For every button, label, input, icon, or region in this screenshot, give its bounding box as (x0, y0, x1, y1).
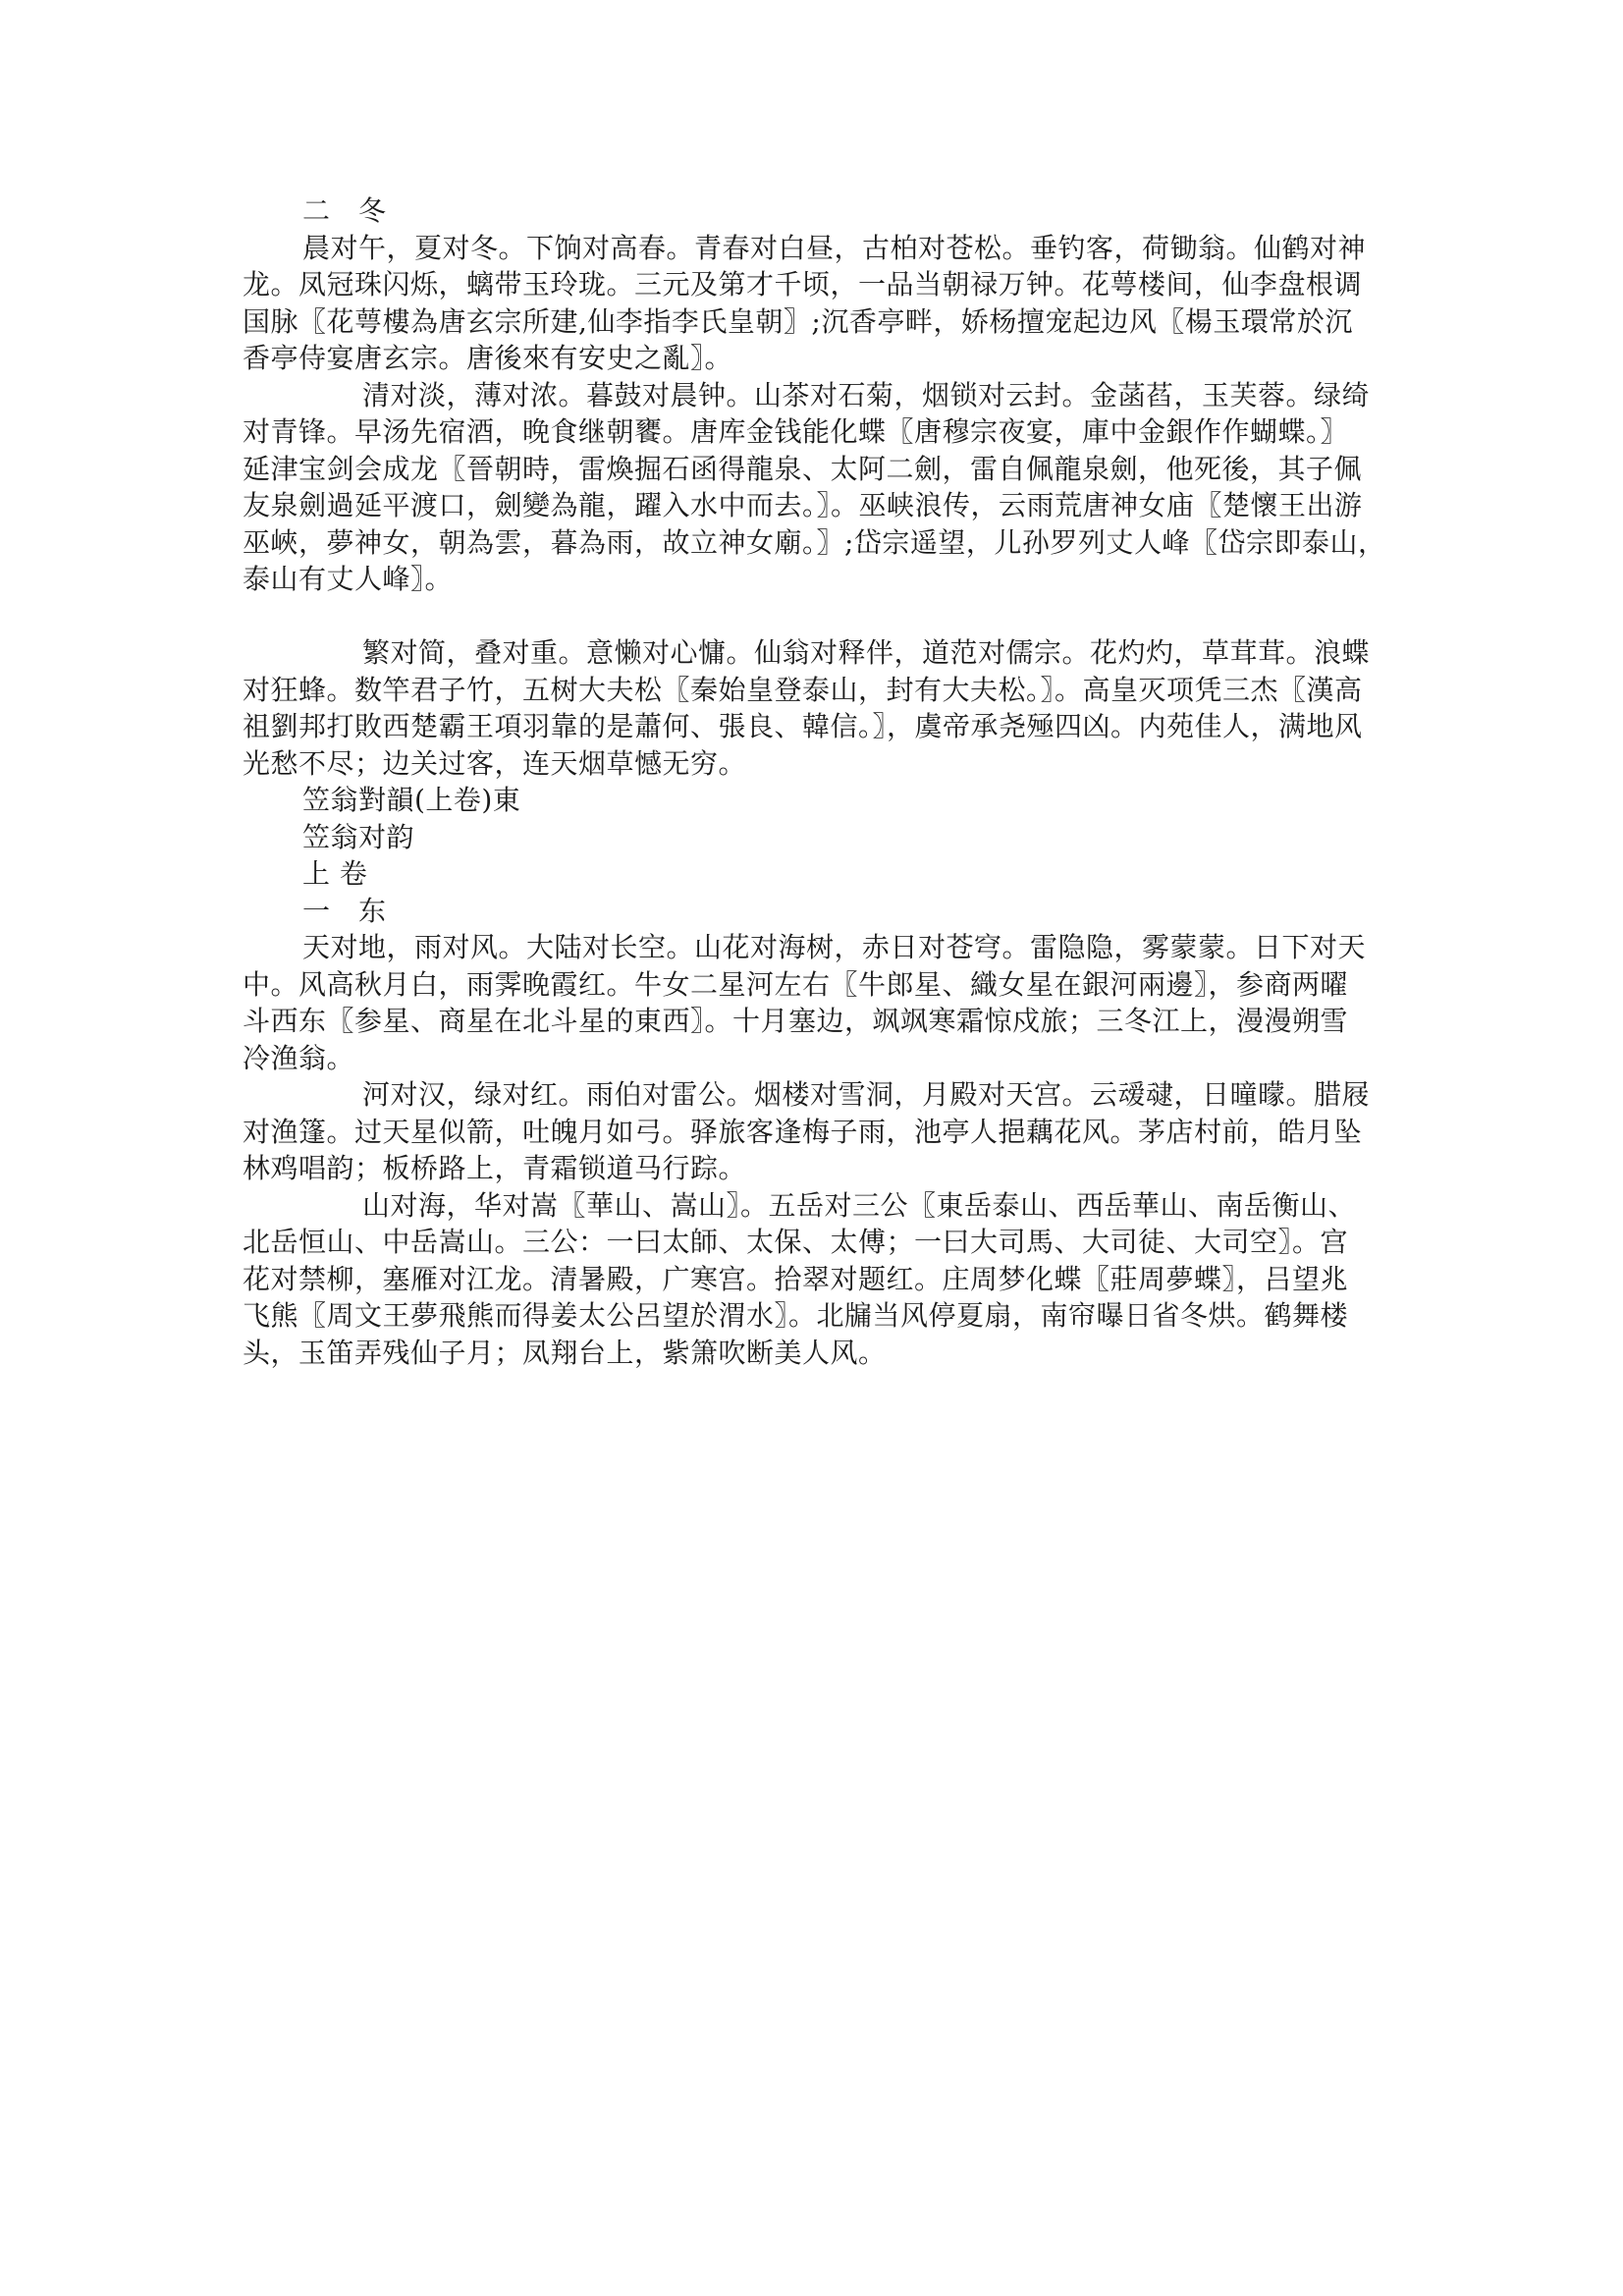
text-line: 香亭侍宴唐玄宗。唐後來有安史之亂〗。 (243, 342, 733, 374)
title-simplified: 笠翁对韵 (302, 820, 415, 853)
text-line: 中。风高秋月白，雨霁晚霞红。牛女二星河左右〖牛郎星、織女星在銀河兩邊〗，参商两曜 (243, 967, 1349, 1001)
paragraph-yi-dong-1 (243, 929, 1391, 1076)
text-line: 友泉劍過延平渡口，劍變為龍，躍入水中而去。〗。巫峡浪传，云雨荒唐神女庙〖楚懷王出游 (243, 489, 1363, 521)
paragraph-yi-dong-2 (243, 1076, 1391, 1187)
text-line: 对狂蜂。数竿君子竹，五树大夫松〖秦始皇登泰山，封有大夫松。〗。高皇灭项凭三杰〖漢高 (243, 673, 1363, 706)
text-line: 飞熊〖周文王夢飛熊而得姜太公呂望於渭水〗。北牖当风停夏扇，南帘曝日省冬烘。鹤舞楼 (243, 1299, 1349, 1332)
text-line: 国脉〖花萼樓為唐玄宗所建,仙李指李氏皇朝〗;沉香亭畔，娇杨擅宠起边风〖楊玉環常於沉 (243, 304, 1353, 338)
text-line: 北岳恒山、中岳嵩山。三公：一曰太師、太保、太傅；一曰大司馬、大司徒、大司空〗。宫 (243, 1226, 1349, 1258)
paragraph-yi-dong-3 (243, 1187, 1391, 1372)
volume-label: 上 卷 (302, 857, 368, 890)
text-line: 斗西东〖参星、商星在北斗星的東西〗。十月塞边，飒飒寒霜惊戍旅；三冬江上，漫漫朔雪 (243, 1005, 1349, 1037)
blank-line (243, 598, 1391, 635)
paragraph-er-dong-1 (243, 230, 1391, 377)
text-line: 泰山有丈人峰〗。 (243, 563, 454, 595)
section-heading-er-dong: 二 冬 (302, 194, 387, 227)
title-traditional: 笠翁對韻(上卷)東 (302, 784, 521, 816)
text-line: 龙。凤冠珠闪烁，螭带玉玲珑。三元及第才千顷，一品当朝禄万钟。花萼楼间，仙李盘根调 (243, 268, 1363, 301)
text-line: 延津宝剑会成龙〖晉朝時，雷煥掘石函得龍泉、太阿二劍，雷自佩龍泉劍，他死後，其子佩 (243, 452, 1363, 485)
text-line: 头，玉笛弄残仙子月；凤翔台上，紫箫吹断美人风。 (243, 1336, 887, 1369)
text-line: 光愁不尽；边关过客，连天烟草憾无穷。 (243, 746, 747, 780)
text-line: 祖劉邦打敗西楚霸王項羽靠的是蕭何、張良、韓信。〗，虞帝承尧殛四凶。内苑佳人，满地风 (243, 710, 1363, 742)
poem-text (243, 192, 1391, 1371)
paragraph-er-dong-2 (243, 377, 1391, 598)
text-line: 河对汉，绿对红。雨伯对雷公。烟楼对雪洞，月殿对天宫。云叆叇，日曈曚。腊屐 (362, 1078, 1371, 1111)
text-line: 繁对简，叠对重。意懒对心慵。仙翁对释伴，道范对儒宗。花灼灼，草茸茸。浪蝶 (362, 636, 1371, 669)
text-line: 巫峽，夢神女，朝為雲，暮為雨，故立神女廟。〗;岱宗遥望，儿孙罗列丈人峰〖岱宗即泰山， (243, 525, 1386, 559)
section-heading-yi-dong: 一 东 (302, 894, 387, 927)
text-line: 天对地，雨对风。大陆对长空。山花对海树，赤日对苍穹。雷隐隐，雾蒙蒙。日下对天 (302, 931, 1367, 963)
text-line: 对青锋。早汤先宿酒，晚食继朝饔。唐库金钱能化蝶〖唐穆宗夜宴，庫中金銀作作蝴蝶。〗 (243, 415, 1349, 448)
text-line: 晨对午，夏对冬。下饷对高春。青春对白昼，古柏对苍松。垂钓客，荷锄翁。仙鹤对神 (302, 231, 1367, 264)
text-line: 清对淡，薄对浓。暮鼓对晨钟。山茶对石菊，烟锁对云封。金菡萏，玉芙蓉。绿绮 (362, 378, 1371, 411)
text-line: 对渔篷。过天星似箭，吐魄月如弓。驿旅客逢梅子雨，池亭人挹藕花风。茅店村前，皓月坠 (243, 1115, 1363, 1148)
text-line: 林鸡唱韵；板桥路上，青霜锁道马行踪。 (243, 1152, 747, 1184)
text-line: 冷渔翁。 (243, 1041, 355, 1074)
text-line: 山对海，华对嵩〖華山、嵩山〗。五岳对三公〖東岳泰山、西岳華山、南岳衡山、 (362, 1188, 1357, 1222)
paragraph-er-dong-3 (243, 634, 1391, 782)
text-line: 花对禁柳，塞雁对江龙。清暑殿，广寒宫。拾翠对题红。庄周梦化蝶〖莊周夢蝶〗，吕望兆 (243, 1262, 1349, 1295)
